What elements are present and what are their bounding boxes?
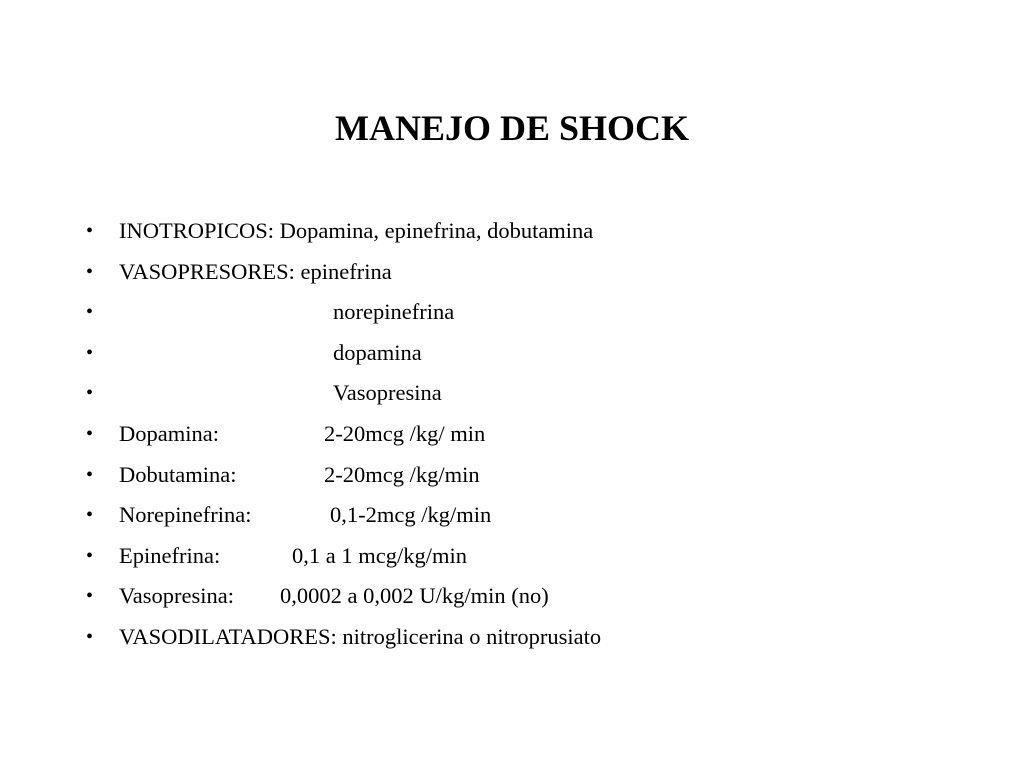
bullet-icon: • <box>86 504 94 527</box>
item-value: 0,0002 a 0,002 U/kg/min (no) <box>280 583 549 609</box>
item-value: 2-20mcg /kg/min <box>324 461 480 487</box>
item-value: 2-20mcg /kg/ min <box>324 420 486 446</box>
item-label: Dobutamina: <box>119 461 237 487</box>
bullet-icon: • <box>86 301 94 324</box>
item-label: Epinefrina: <box>119 542 221 568</box>
list-item <box>0 495 1024 536</box>
item-label: Vasopresina: <box>119 583 234 609</box>
item-label: Dopamina: <box>119 420 219 446</box>
list-item <box>0 292 1024 333</box>
list-item <box>0 373 1024 414</box>
list-item <box>0 414 1024 455</box>
item-value: Vasopresina <box>333 380 442 406</box>
bullet-list <box>0 211 1024 658</box>
list-item <box>0 333 1024 374</box>
list-item <box>0 211 1024 252</box>
list-item <box>0 455 1024 496</box>
bullet-icon: • <box>86 544 94 567</box>
item-value: 0,1-2mcg /kg/min <box>330 502 492 528</box>
bullet-icon: • <box>86 463 94 486</box>
bullet-icon: • <box>86 585 94 608</box>
slide-title: MANEJO DE SHOCK <box>334 108 690 148</box>
bullet-icon: • <box>86 341 94 364</box>
bullet-icon: • <box>86 382 94 405</box>
item-value: 0,1 a 1 mcg/kg/min <box>292 542 467 568</box>
bullet-icon: • <box>86 260 94 283</box>
item-value: dopamina <box>333 339 422 365</box>
bullet-icon: • <box>86 422 94 445</box>
bullet-icon: • <box>86 220 94 242</box>
item-label: VASOPRESORES: epinefrina <box>119 258 392 284</box>
item-value: norepinefrina <box>333 299 455 325</box>
item-label: VASODILATADORES: nitroglicerina o nitroprusiato <box>119 623 602 649</box>
list-item <box>0 536 1024 577</box>
item-label: INOTROPICOS: Dopamina, epinefrina, dobutamina <box>119 218 594 243</box>
item-label: Norepinefrina: <box>119 502 252 528</box>
list-item <box>0 617 1024 658</box>
list-item <box>0 252 1024 293</box>
bullet-icon: • <box>86 625 94 648</box>
list-item <box>0 576 1024 617</box>
